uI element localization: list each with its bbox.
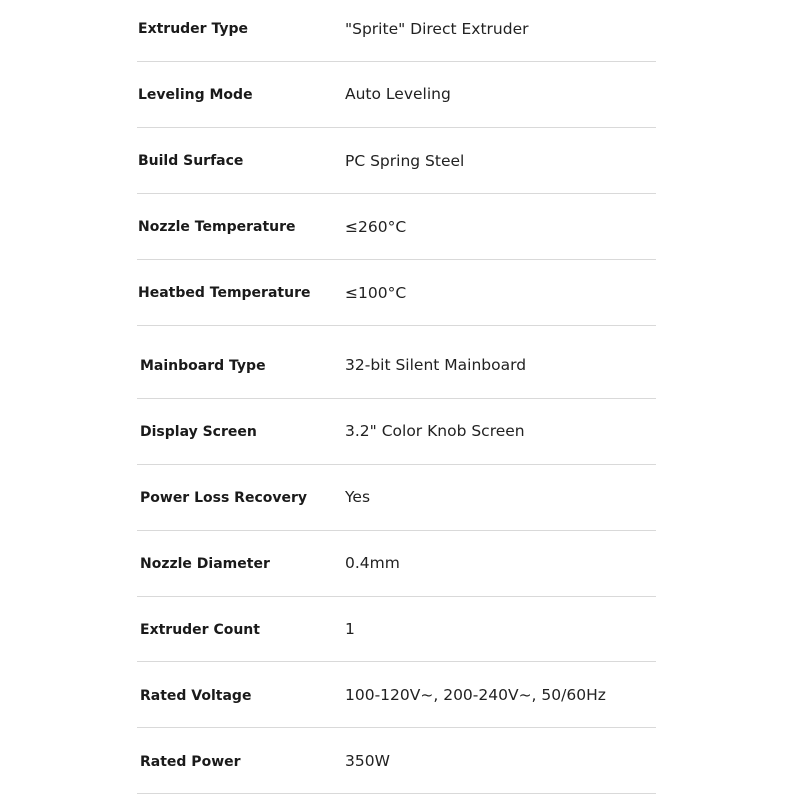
spec-value-power-loss-recovery: Yes <box>345 488 371 506</box>
spec-label-nozzle-temperature: Nozzle Temperature <box>138 219 296 235</box>
row-divider <box>137 661 656 662</box>
spec-value-mainboard-type: 32-bit Silent Mainboard <box>345 356 527 374</box>
spec-value-nozzle-diameter: 0.4mm <box>345 554 400 572</box>
spec-label-mainboard-type: Mainboard Type <box>140 358 266 374</box>
row-divider <box>137 596 656 597</box>
spec-value-extruder-type: "Sprite" Direct Extruder <box>345 20 529 38</box>
spec-value-leveling-mode: Auto Leveling <box>345 85 451 103</box>
spec-label-display-screen: Display Screen <box>140 424 257 440</box>
spec-value-heatbed-temperature: ≤100°C <box>345 284 407 302</box>
spec-label-heatbed-temperature: Heatbed Temperature <box>138 285 311 301</box>
row-divider <box>137 727 656 728</box>
row-divider <box>137 193 656 194</box>
row-divider <box>137 325 656 326</box>
spec-label-nozzle-diameter: Nozzle Diameter <box>140 556 270 572</box>
row-divider <box>137 398 656 399</box>
spec-value-build-surface: PC Spring Steel <box>345 152 465 170</box>
spec-value-extruder-count: 1 <box>345 620 355 638</box>
row-divider <box>137 530 656 531</box>
row-divider <box>137 61 656 62</box>
row-divider <box>137 793 656 794</box>
spec-label-leveling-mode: Leveling Mode <box>138 87 253 103</box>
spec-label-power-loss-recovery: Power Loss Recovery <box>140 490 308 506</box>
spec-value-nozzle-temperature: ≤260°C <box>345 218 407 236</box>
row-divider <box>137 259 656 260</box>
spec-label-rated-voltage: Rated Voltage <box>140 688 252 704</box>
spec-label-rated-power: Rated Power <box>140 754 241 770</box>
spec-label-extruder-type: Extruder Type <box>138 21 248 37</box>
spec-value-rated-power: 350W <box>345 752 390 770</box>
row-divider <box>137 127 656 128</box>
spec-value-display-screen: 3.2" Color Knob Screen <box>345 422 525 440</box>
row-divider <box>137 464 656 465</box>
spec-label-extruder-count: Extruder Count <box>140 622 260 638</box>
spec-label-build-surface: Build Surface <box>138 153 244 169</box>
spec-value-rated-voltage: 100-120V~, 200-240V~, 50/60Hz <box>345 686 606 704</box>
